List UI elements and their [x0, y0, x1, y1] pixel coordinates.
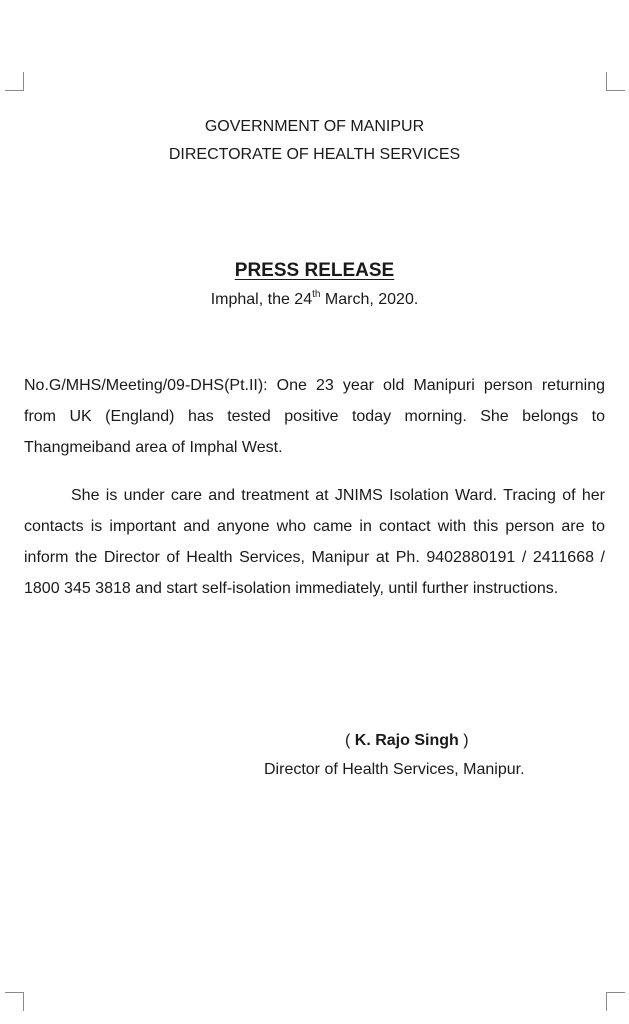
signatory-paren-close: )	[458, 732, 469, 749]
crop-mark-bottom-left	[5, 992, 24, 1011]
header-directorate: DIRECTORATE OF HEALTH SERVICES	[168, 146, 461, 163]
dateline-ordinal-suffix: th	[312, 289, 321, 300]
signatory-designation: Director of Health Services, Manipur.	[264, 761, 525, 778]
crop-mark-bottom-right	[606, 992, 625, 1011]
body-paragraph-1: No.G/MHS/Meeting/09-DHS(Pt.II): One 23 year old Manipuri person returning from UK (England) has tested positive today morning. She belongs to Thangmeiband area of Imphal West.	[24, 377, 605, 456]
body-paragraph-2: She is under care and treatment at JNIMS Isolation Ward. Tracing of her contacts is important and anyone who came in contact with this person are to inform the Director of Health Services, Manipur at Ph. 9402880191 / 2411668 / 1800 345 3818 and start self-isolation immediately, until further instructions.	[24, 487, 605, 597]
dateline-prefix: Imphal, the 24	[210, 291, 313, 308]
crop-mark-top-left	[5, 72, 24, 91]
header-government: GOVERNMENT OF MANIPUR	[204, 118, 425, 135]
signatory-paren-open: (	[345, 732, 355, 749]
crop-mark-top-right	[606, 72, 625, 91]
signatory-name	[345, 732, 469, 750]
dateline-rest: March, 2020.	[320, 291, 419, 308]
signatory-name-text: K. Rajo Singh	[354, 732, 459, 749]
document-title: PRESS RELEASE	[234, 260, 395, 281]
dateline	[0, 291, 629, 309]
